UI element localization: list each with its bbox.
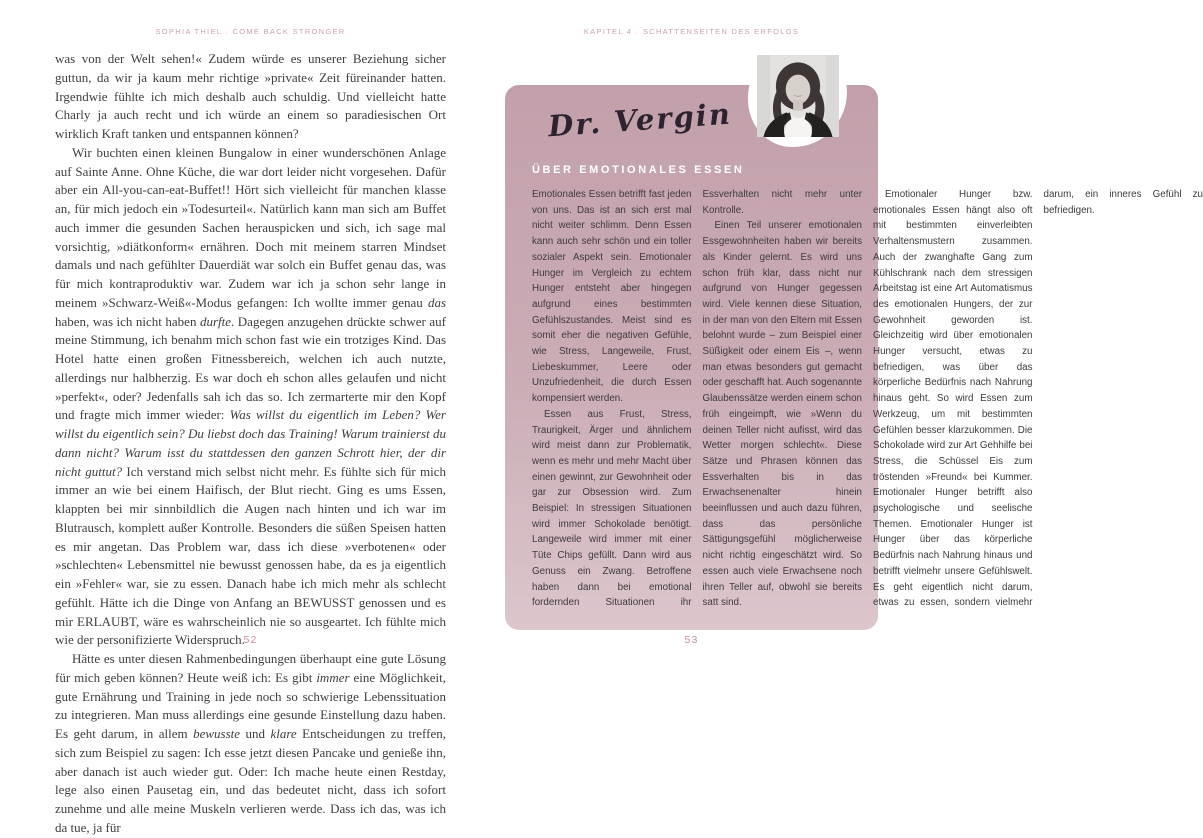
paragraph: Einen Teil unserer emotionalen Essgewohnheiten haben wir bereits als Kinder gelernt. Es wird uns schon früh klar, dass nicht nur aufgrund von Hunger gegessen wird. Viele kennen diese Situation, in der man von den Eltern mit Essen belohnt wurde – zum Beispiel einer Süßigkeit oder einem Eis –, wenn man etwas besonders gut gemacht oder geschafft hat. Auch sogenannte Glaubenssätze werden einem schon früh eingeimpft, wie »Wenn du deinen Teller nicht aufisst, wird das Wetter morgen schlecht«. Diese Sätze und Phrasen können das Essverhalten bis in das Erwachsenenalter hinein beeinflussen und auch dazu führen, dass das persönliche Sättigungsgefühl möglicherweise nicht richtig eingeschätzt wird. So essen auch viele Erwachsene noch ihren Teller auf, obwohl sie bereits satt sind. — [702, 220, 862, 609]
paragraph: Hätte es unter diesen Rahmenbedingungen überhaupt eine gute Lösung für mich geben können? Heute weiß ich: Es gibt immer eine Möglichkeit, gute Ernährung und Training in jede noch so schwierige Lebenssituation zu integrieren. Man muss allerdings eine gesunde Einstellung dazu haben. Es geht darum, in allem bewusste und klare Entscheidungen zu treffen, sich zum Beispiel zu sagen: Ich esse jetzt diesen Pancake und genieße ihn, aber danach ist auch wieder gut. Oder: Ich mache heute einen Restday, lege also einen Pausetag ein, und das bedeutet nicht, dass ich sofort zunehme und alle meine Muskeln verlieren werde. Dass ich das, was ich da tue, ja für — [55, 651, 446, 835]
paragraph: Essen aus Frust, Stress, Traurigkeit, Ärger und ähnlichem wird meist dann zur Problematik, wenn es mehr und mehr Macht über einen gewinnt, zur Gewohnheit oder gar zur Obsession wird. Zum Beispiel: In stressigen Situationen wird immer Schokolade benötigt. Langeweile wird immer mit einer Tüte Chips gefüllt. Dann wird aus Genuss ein Zwang. Betroffene haben dann bei emotional fordernden Situationen ihr Essverhalten nicht mehr unter Kontrolle. — [532, 189, 862, 609]
info-box-heading: ÜBER EMOTIONALES ESSEN — [532, 164, 745, 176]
page-number-left: 52 — [243, 634, 258, 646]
left-page-body-text — [55, 50, 446, 838]
paragraph: Emotionales Essen betrifft fast jeden von uns. Das ist an sich erst mal nicht weiter schlimm. Denn Essen kann auch sehr schön und ein toller sozialer Aspekt sein. Emotionaler Hunger im Vergleich zu echtem Hunger entsteht aber hingegen aufgrund eines bestimmten Gefühlszustandes. Meist sind es somit eher die negativen Gefühle, wie Stress, Langeweile, Frust, Liebeskummer, Leere oder Unzufriedenheit, die durch Essen kompensiert werden. — [532, 189, 692, 405]
page-number-right: 53 — [684, 634, 699, 646]
paragraph: was von der Welt sehen!« Zudem würde es unserer Beziehung sicher guttun, da wir ja kaum mehr richtige »private« Zeit füreinander hatten. Irgendwie fühlte ich mich deshalb auch schuldig. Und vielleicht hatte Charly ja auch recht und ich würde an einem so paradiesischen Ort wirklich Kraft tanken und entspannen können? — [55, 51, 446, 141]
paragraph: Emotionaler Hunger bzw. emotionales Essen hängt also oft mit bestimmten einverleibten Verhaltensmustern zusammen. Auch der zwanghafte Gang zum Kühlschrank nach dem stressigen Arbeitstag ist eine Art Automatismus des emotionalen Hungers, der zur Gewohnheit geworden ist. Gleichzeitig wird über emotionalen Hunger versucht, etwas zu befriedigen, was über das körperliche Bedürfnis nach Nahrung hinaus geht. So wird Essen zum Werkzeug, um mit bestimmten Gefühlen besser klarzukommen. Die Schokolade wird zur Art Gehhilfe bei Stress, die Schüssel Eis zum tröstenden »Freund« bei Kummer. Emotionaler Hunger betrifft also psychologische und seelische Themen. Emotionaler Hunger ist Hunger über das körperliche Bedürfnis nach Nahrung hinaus und betrifft vielmehr unsere Gefühlswelt. Es geht eigentlich nicht darum, etwas zu essen, sondern vielmehr darum, ein inneres Gefühl zu befriedigen. — [873, 189, 1203, 609]
running-head-right: KAPITEL 4 · SCHATTENSEITEN DES ERFOLGS — [583, 27, 800, 36]
author-signature: Dr. Vergin — [547, 96, 733, 144]
portrait-illustration — [757, 55, 839, 137]
running-head-left: SOPHIA THIEL · COME BACK STRONGER — [155, 27, 346, 36]
paragraph: Wir buchten einen kleinen Bungalow in einer wunderschönen Anlage auf Sainte Anne. Ohne Küche, die war dort leider nicht vorgesehen. Dafür aber ein All-you-can-eat-Buffet!! Hört sich vielleicht für manchen klasse an, für mich jedoch ein »Todesurteil«. Natürlich kann man sich am Buffet auch immer die gesunden Sachen herauspicken und sich, ich sage mal vorsichtig, »diätkonform« ernähren. Doch mit meinem starren Mindset damals und nach gefühlter Dauerdiät war solch ein Buffet genau das, was für mich kontraproduktiv war. Zudem war ich ja schon sehr lange in meinem »Schwarz-Weiß«-Modus gefangen: Ich wollte immer genau das haben, was ich nicht haben durfte. Dagegen anzugehen drückte schwer auf meine Stimmung, ich benahm mich schon fast wie ein trotziges Kind. Das Hotel hatte einen großen Fitnessbereich, welchen ich auch nutzte, allerdings nur halbherzig. Es war doch eh schon alles gelaufen und nicht »perfekt«, oder? Jedenfalls sah ich das so. Ich zermarterte mir den Kopf und fragte mich immer wieder: Was willst du eigentlich im Leben? Wer willst du eigentlich sein? Du liebst doch das Training! Warum trainierst du dann nicht? Warum isst du stattdessen den ganzen Schrott hier, der dir nicht guttut? Ich verstand mich selbst nicht mehr. Es fühlte sich für mich immer an wie bei einem Haifisch, der Blut riecht. Ging es ums Essen, klappten bei mir sinnbildlich die Augen nach hinten und ich war im Blutrausch, komplett außer Kontrolle. Besonders die süßen Speisen hatten es mir angetan. Das Problem war, dass ich diese »verbotenen« oder »schlechten« Lebensmittel nie bewusst genossen habe, da es ja eigentlich ein »Fehler« war, sie zu essen. Danach habe ich mich mehr als schlecht gefühlt. Hätte ich die Dinge von Anfang an BEWUSST genossen und es mir ERLAUBT, wäre es wahrscheinlich nie so ausgeartet. Ich fühlte mich wie der personifizierte Widerspruch. — [55, 144, 446, 648]
author-photo — [757, 55, 839, 137]
info-box-columns — [532, 187, 1203, 623]
